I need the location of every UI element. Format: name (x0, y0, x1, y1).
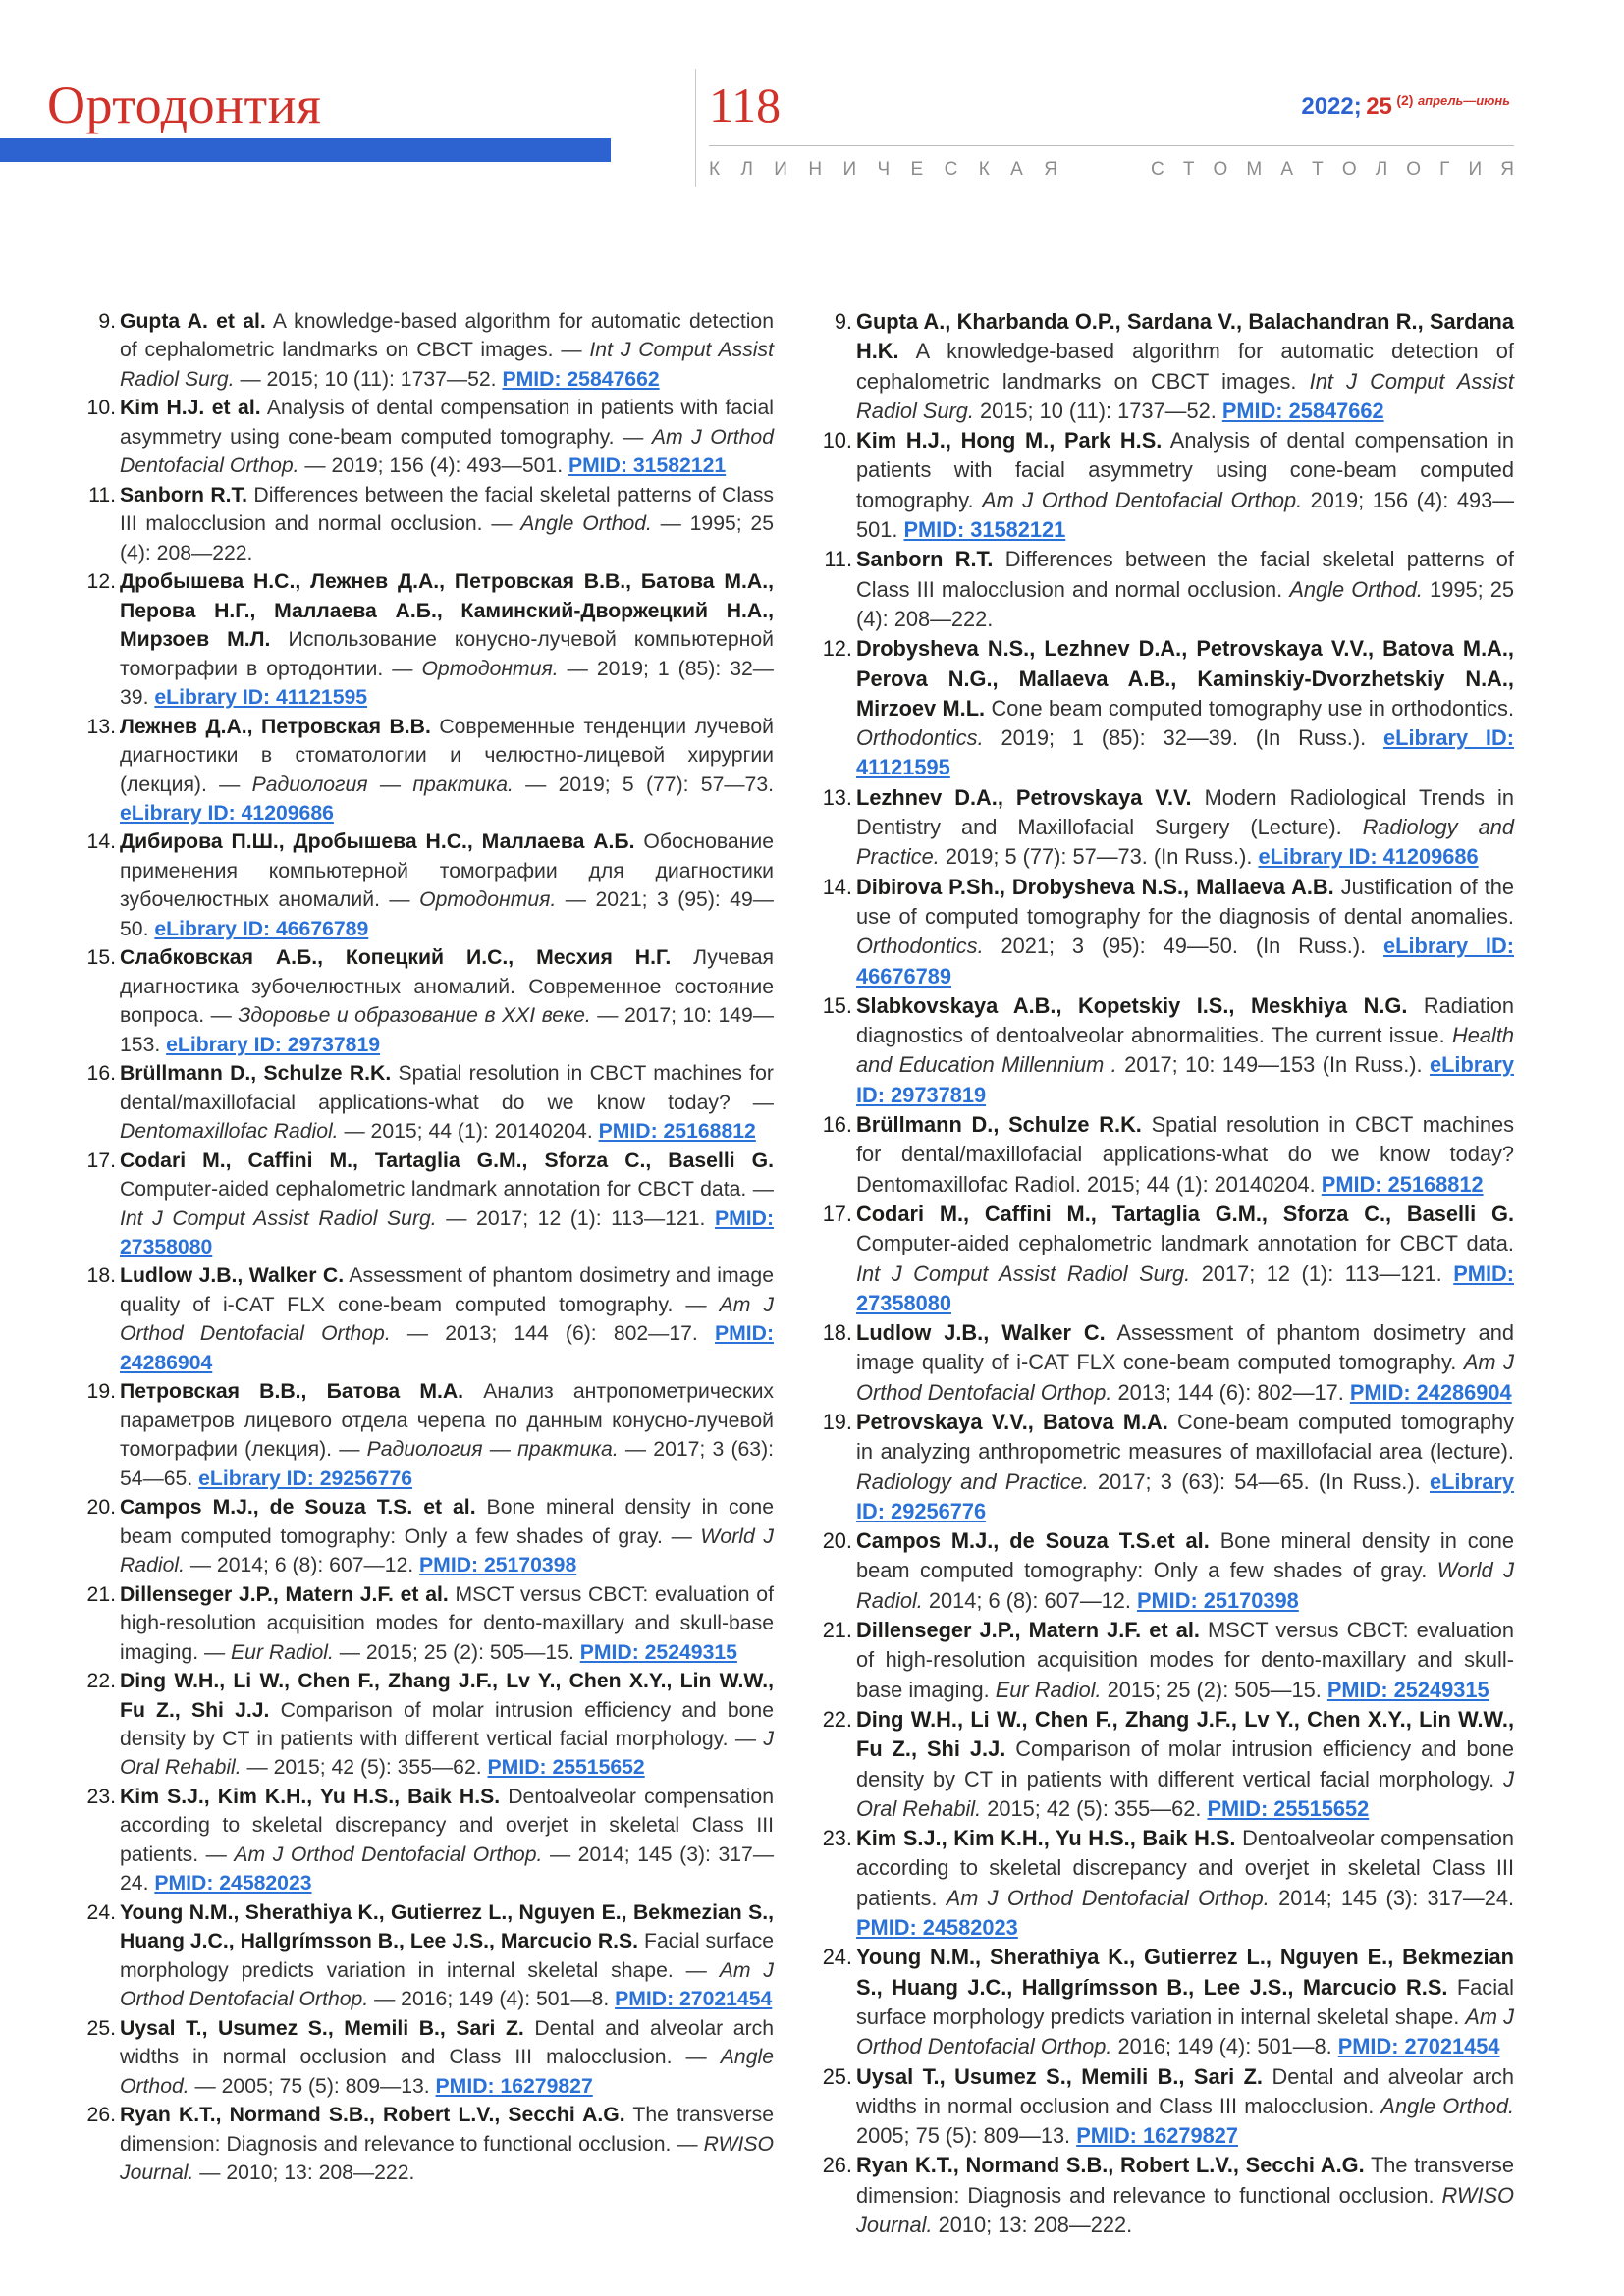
reference-source: Health and Education Millennium . (856, 1023, 1514, 1078)
reference-item (79, 1261, 774, 1377)
reference-number: 11. (88, 483, 116, 507)
reference-title: The transverse dimension: Diagnosis and relevance to functional occlusion. (856, 2153, 1514, 2208)
reference-details: — 2019; 5 (77): 57—73. (513, 773, 775, 796)
reference-authors: Campos M.J., de Souza T.S.et al. (856, 1528, 1210, 1554)
reference-title: Cone beam computed tomography use in orthodontics. (985, 695, 1515, 721)
reference-title: A knowledge-based algorithm for automatic detection of cephalometric landmarks on CBCT images. (856, 339, 1514, 394)
reference-source: Am J Orthod Dentofacial Orthop. (120, 1293, 774, 1346)
issue-month: апрель—июнь (1417, 93, 1510, 108)
reference-link[interactable]: PMID: 16279827 (1076, 2123, 1238, 2149)
subtitle-letter: О (1406, 159, 1422, 180)
reference-item (79, 394, 774, 480)
page-header (0, 0, 1624, 196)
reference-details: 2014; 145 (3): 317—24. (1269, 1885, 1514, 1910)
reference-source: Am J Orthod Dentofacial Orthop. (856, 2003, 1514, 2059)
reference-number: 13. (86, 715, 116, 738)
reference-details: 2010; 13: 208—222. (932, 2213, 1133, 2237)
reference-authors: Слабковская А.Б., Копецкий И.С., Месхия Н.Г. (120, 946, 672, 970)
journal-title: Ортодонтия (47, 76, 322, 134)
subtitle-letter: Я (1500, 159, 1514, 180)
reference-title: Bone mineral density in cone beam computed tomography: Only a few shades of gray. (856, 1528, 1514, 1583)
reference-authors: Young N.M., Sherathiya K., Gutierrez L., Nguyen E., Bekmezian S., Huang J.C., Hallgrímsson B., Lee J.S., Marcucio R.S. (856, 1945, 1514, 2000)
subtitle-letter: Я (1044, 159, 1057, 180)
reference-title: Анализ антропометрических параметров лицевого отдела черепа по данным конусно-лучевой томографии (лекция). — (120, 1380, 774, 1462)
subtitle-word-clinical (709, 159, 1057, 181)
reference-item (815, 1526, 1514, 1616)
reference-item (79, 1059, 774, 1146)
reference-link[interactable]: PMID: 25168812 (598, 1120, 756, 1144)
reference-link[interactable]: PMID: 24582023 (856, 1915, 1018, 1941)
reference-item (79, 2014, 774, 2101)
reference-item (815, 2151, 1514, 2240)
subtitle-word-dentistry (1151, 159, 1514, 181)
reference-number: 21. (86, 1582, 116, 1606)
reference-authors: Gupta A. et al. (120, 310, 266, 333)
reference-authors: Codari M., Caffini M., Tartaglia G.M., Sforza C., Baselli G. (120, 1148, 774, 1172)
reference-details: 2019; 1 (85): 32—39. (In Russ.). (983, 725, 1384, 751)
subtitle-letter: И (1468, 159, 1483, 180)
reference-item (815, 1616, 1514, 1705)
reference-source: Ортодонтия. (421, 657, 559, 680)
reference-details: 2013; 144 (6): 802—17. (1111, 1379, 1350, 1405)
reference-details: — 2015; 44 (1): 20140204. (338, 1120, 599, 1144)
reference-item (79, 1147, 774, 1262)
reference-number: 14. (86, 830, 116, 854)
reference-link[interactable]: eLibrary ID: 41121595 (856, 725, 1514, 780)
reference-details: — 2015; 10 (11): 1737—52. (234, 367, 503, 391)
reference-details: 2017; 3 (63): 54—65. (In Russ.). (1088, 1468, 1430, 1494)
reference-item (815, 307, 1514, 426)
reference-link[interactable]: PMID: 27021454 (1337, 2034, 1500, 2059)
reference-details: — 1995; 25 (4): 208—222. (120, 512, 774, 564)
reference-number: 12. (822, 636, 852, 662)
reference-details: 2019; 5 (77): 57—73. (In Russ.). (939, 844, 1259, 870)
reference-title: Comparison of molar intrusion efficiency and bone density by CT in patients with different vertical facial morphology. (856, 1736, 1514, 1791)
subtitle-letter: К (709, 159, 721, 180)
reference-details: 2015; 10 (11): 1737—52. (973, 398, 1222, 423)
reference-link[interactable]: eLibrary ID: 29737819 (166, 1033, 381, 1056)
reference-link[interactable]: PMID: 24286904 (1349, 1379, 1512, 1405)
reference-source: Am J Orthod Dentofacial Orthop. (982, 487, 1303, 512)
reference-number: 16. (822, 1112, 852, 1138)
reference-link[interactable]: eLibrary ID: 41209686 (1258, 844, 1479, 870)
reference-link[interactable]: PMID: 27358080 (856, 1260, 1515, 1315)
reference-number: 17. (822, 1201, 852, 1226)
reference-item (79, 1667, 774, 1783)
reference-source: Am J Orthod Dentofacial Orthop. (234, 1842, 543, 1866)
reference-number: 19. (86, 1380, 116, 1404)
reference-title: Analysis of dental compensation in patients with facial asymmetry using cone-beam computed tomography. — (120, 397, 774, 449)
reference-title: Assessment of phantom dosimetry and image quality of i-CAT FLX cone-beam computed tomography. (856, 1320, 1514, 1375)
reference-link[interactable]: PMID: 24286904 (120, 1322, 774, 1374)
reference-source: Am J Orthod Dentofacial Orthop. (120, 1958, 774, 2011)
reference-item (79, 713, 774, 828)
reference-authors: Lezhnev D.A., Petrovskaya V.V. (856, 784, 1192, 810)
issue-volume: 25 (1366, 93, 1392, 120)
reference-authors: Dibirova P.Sh., Drobysheva N.S., Mallaeva A.B. (856, 874, 1334, 899)
reference-source: Angle Orthod. (120, 2046, 774, 2098)
reference-title: The transverse dimension: Diagnosis and relevance to functional occlusion. — (120, 2104, 774, 2156)
reference-number: 26. (822, 2153, 852, 2178)
subtitle-letter: Е (910, 159, 924, 180)
reference-item (815, 426, 1514, 545)
reference-number: 20. (822, 1528, 852, 1554)
reference-item (815, 1110, 1514, 1200)
reference-title: Differences between the facial skeletal patterns of Class III malocclusion and normal occlusion. — (120, 483, 775, 536)
reference-item (79, 2101, 774, 2187)
reference-number: 14. (822, 874, 852, 899)
reference-authors: Петровская В.В., Батова М.А. (120, 1380, 464, 1404)
reference-authors: Campos M.J., de Souza T.S. et al. (120, 1496, 476, 1520)
reference-title: Dental and alveolar arch widths in normal occlusion and Class III malocclusion. (856, 2063, 1514, 2118)
reference-details: 2014; 6 (8): 607—12. (922, 1587, 1137, 1613)
reference-authors: Ding W.H., Li W., Chen F., Zhang J.F., Lv Y., Chen X.Y., Lin W.W., Fu Z., Shi J.J. (856, 1706, 1514, 1762)
reference-title: Dentoalveolar compensation according to skeletal discrepancy and overjet in skeletal Class III patients. (856, 1826, 1514, 1910)
reference-details: — 2017; 3 (63): 54—65. (120, 1438, 775, 1490)
reference-link[interactable]: PMID: 16279827 (435, 2074, 593, 2098)
reference-number: 19. (822, 1409, 852, 1434)
reference-number: 20. (86, 1496, 116, 1520)
reference-source: Радиология — практика. (366, 1438, 619, 1462)
subtitle-letter: К (978, 159, 990, 180)
reference-authors: Ludlow J.B., Walker C. (120, 1264, 345, 1288)
reference-details: — 2013; 144 (6): 802—17. (390, 1322, 715, 1346)
reference-item (815, 1824, 1514, 1943)
reference-number: 16. (86, 1062, 116, 1086)
reference-title: Bone mineral density in cone beam computed tomography: Only a few shades of gray. — (120, 1496, 774, 1548)
reference-details: — 2019; 1 (85): 32—39. (120, 657, 774, 710)
reference-link[interactable]: PMID: 31582121 (903, 517, 1066, 543)
reference-title: Facial surface morphology predicts variation in internal skeletal shape. — (120, 1930, 774, 1982)
reference-item (815, 1318, 1514, 1408)
journal-subtitle (709, 159, 1514, 181)
subtitle-letter: Т (1182, 159, 1195, 180)
reference-source: Радиология — практика. (251, 773, 514, 796)
reference-number: 18. (86, 1264, 116, 1288)
reference-authors: Slabkovskaya A.B., Kopetskiy I.S., Meskhiya N.G. (856, 992, 1408, 1018)
subtitle-letter: О (1341, 159, 1357, 180)
reference-source: Am J Orthod Dentofacial Orthop. (856, 1350, 1514, 1405)
subtitle-letter: И (842, 159, 857, 180)
reference-source: Int J Comput Assist Radiol Surg. (120, 1206, 437, 1230)
reference-source: RWISO Journal. (120, 2132, 774, 2184)
issue-info (1301, 92, 1510, 121)
reference-authors: Лежнев Д.А., Петровская В.В. (120, 715, 431, 738)
reference-link[interactable]: PMID: 25249315 (1326, 1677, 1489, 1702)
reference-item (815, 2062, 1514, 2152)
reference-title: Differences between the facial skeletal patterns of Class III malocclusion and normal occlusion. (856, 547, 1514, 602)
reference-item (815, 1408, 1514, 1526)
reference-details: 2019; 156 (4): 493—501. (856, 487, 1514, 543)
reference-authors: Дробышева Н.С., Лежнев Д.А., Петровская В.В., Батова М.А., Перова Н.Г., Маллаева А.Б., Каминский-Дворжецкий Н.А., Мирзоев М.Л. (120, 570, 774, 652)
reference-number: 17. (86, 1148, 116, 1172)
reference-title: Современные тенденции лучевой диагностики в стоматологии и челюстно-лицевой хирургии (лекция). — (120, 715, 774, 796)
reference-number: 23. (822, 1826, 852, 1851)
reference-authors: Codari M., Caffini M., Tartaglia G.M., Sforza C., Baselli G. (856, 1201, 1514, 1226)
reference-source: Int J Comput Assist Radiol Surg. (120, 339, 774, 391)
reference-item (79, 943, 774, 1059)
reference-number: 24. (822, 1945, 852, 1970)
reference-item (79, 1493, 774, 1579)
reference-number: 10. (86, 397, 116, 420)
reference-details: 2021; 3 (95): 49—50. (In Russ.). (983, 934, 1384, 959)
reference-number: 21. (822, 1618, 852, 1643)
reference-number: 15. (86, 946, 116, 970)
reference-authors: Kim S.J., Kim K.H., Yu H.S., Baik H.S. (120, 1785, 501, 1808)
reference-link[interactable]: eLibrary ID: 41121595 (154, 686, 368, 710)
reference-source: Am J Orthod Dentofacial Orthop. (946, 1885, 1270, 1910)
reference-number: 18. (822, 1320, 852, 1346)
reference-source: Radiology and Practice. (856, 815, 1514, 870)
reference-item (815, 991, 1514, 1110)
reference-source: J Oral Rehabil. (120, 1727, 774, 1780)
reference-title: Comparison of molar intrusion efficiency and bone density by CT in patients with different vertical facial morphology. — (120, 1698, 774, 1750)
reference-authors: Kim H.J. et al. (120, 397, 261, 420)
reference-item (815, 545, 1514, 634)
reference-link[interactable]: eLibrary ID: 46676789 (154, 917, 369, 940)
reference-authors: Young N.M., Sherathiya K., Gutierrez L., Nguyen E., Bekmezian S., Huang J.C., Hallgrímsson B., Lee J.S., Marcucio R.S. (120, 1900, 774, 1953)
reference-number: 24. (86, 1900, 116, 1924)
reference-source: Angle Orthod. (1289, 576, 1423, 602)
subtitle-letter: Т (1312, 159, 1324, 180)
reference-number: 22. (822, 1706, 852, 1732)
reference-authors: Drobysheva N.S., Lezhnev D.A., Petrovskaya V.V., Batova M.A., Perova N.G., Mallaeva A.B., Kaminskiy-Dvorzhetskiy N.A., Mirzoev M.L. (856, 636, 1514, 721)
references-column-english (815, 307, 1514, 2240)
reference-source: Angle Orthod. (1380, 2093, 1514, 2118)
reference-item (79, 1580, 774, 1667)
reference-title: Radiation diagnostics of dentoalveolar abnormalities. The current issue. (856, 992, 1514, 1048)
reference-number: 23. (86, 1785, 116, 1808)
reference-source: Int J Comput Assist Radiol Surg. (856, 368, 1514, 423)
reference-authors: Ludlow J.B., Walker C. (856, 1320, 1106, 1346)
reference-number: 11. (824, 547, 852, 572)
reference-number: 22. (86, 1670, 116, 1693)
reference-title: MSCT versus CBCT: evaluation of high-resolution acquisition modes for dento-maxillary and skull-base imaging. — (120, 1582, 774, 1664)
reference-item (79, 481, 774, 567)
reference-item (815, 783, 1514, 873)
header-divider-horizontal (709, 145, 1514, 146)
reference-details: 2016; 149 (4): 501—8. (1111, 2034, 1338, 2059)
reference-link[interactable]: PMID: 25249315 (579, 1640, 737, 1664)
reference-authors: Petrovskaya V.V., Batova M.A. (856, 1409, 1168, 1434)
reference-item (815, 1943, 1514, 2061)
reference-link[interactable]: PMID: 25515652 (1207, 1795, 1370, 1821)
reference-item (815, 634, 1514, 782)
reference-item (815, 1200, 1514, 1318)
subtitle-letter: Н (808, 159, 823, 180)
reference-authors: Sanborn R.T. (120, 483, 247, 507)
reference-item (815, 873, 1514, 991)
reference-source: Orthodontics. (856, 934, 984, 959)
reference-source: Ортодонтия. (419, 888, 557, 912)
reference-item (79, 1377, 774, 1493)
reference-link[interactable]: eLibrary ID: 46676789 (856, 934, 1514, 988)
reference-details: — 2010; 13: 208—222. (193, 2162, 415, 2184)
reference-authors: Kim H.J., Hong M., Park H.S. (856, 428, 1163, 454)
reference-title: A knowledge-based algorithm for automatic detection of cephalometric landmarks on CBCT images. — (120, 310, 774, 362)
reference-number: 9. (98, 310, 116, 333)
issue-number: (2) (1396, 92, 1414, 108)
reference-title: Assessment of phantom dosimetry and image quality of i-CAT FLX cone-beam computed tomography. — (120, 1264, 774, 1316)
reference-authors: Gupta A., Kharbanda O.P., Sardana V., Balachandran R., Sardana H.K. (856, 309, 1514, 364)
reference-source: Orthodontics. (856, 725, 984, 751)
reference-details: 1995; 25 (4): 208—222. (856, 576, 1515, 631)
reference-link[interactable]: eLibrary ID: 29256776 (856, 1468, 1514, 1523)
reference-details: — 2017; 10: 149—153. (120, 1004, 775, 1056)
reference-details: — 2015; 25 (2): 505—15. (333, 1640, 580, 1664)
reference-link[interactable]: eLibrary ID: 41209686 (120, 801, 334, 825)
reference-authors: Ryan K.T., Normand S.B., Robert L.V., Secchi A.G. (856, 2153, 1365, 2178)
reference-title: Spatial resolution in CBCT machines for dental/maxillofacial applications-what do we know today? Dentomaxillofac Radiol. 2015; 44 (1): 20140204. (856, 1112, 1514, 1197)
reference-link[interactable]: PMID: 27358080 (120, 1206, 775, 1258)
reference-link[interactable]: PMID: 31582121 (568, 454, 727, 478)
reference-source: Angle Orthod. (520, 512, 652, 536)
reference-authors: Sanborn R.T. (856, 547, 994, 572)
reference-details: — 2014; 6 (8): 607—12. (184, 1554, 420, 1577)
reference-details: — 2015; 42 (5): 355—62. (241, 1756, 488, 1780)
reference-title: Cone-beam computed tomography in analyzing anthropometric measures of maxillofacial area (lecture). (856, 1409, 1514, 1465)
page-number: 118 (709, 78, 782, 133)
reference-item (79, 567, 774, 712)
reference-details: — 2005; 75 (5): 809—13. (189, 2074, 436, 2098)
reference-source: Dentomaxillofac Radiol. (120, 1120, 339, 1144)
subtitle-letter: С (1151, 159, 1164, 180)
reference-number: 9. (834, 309, 852, 334)
reference-details: — 2021; 3 (95): 49—50. (120, 888, 774, 940)
reference-title: Computer-aided cephalometric landmark annotation for CBCT data. — (120, 1178, 774, 1201)
subtitle-letter: Л (740, 159, 753, 180)
subtitle-letter: М (1246, 159, 1263, 180)
reference-link[interactable]: eLibrary ID: 29737819 (856, 1052, 1514, 1107)
subtitle-letter: Л (1375, 159, 1388, 180)
reference-details: — 2016; 149 (4): 501—8. (368, 1988, 616, 2011)
reference-authors: Dillenseger J.P., Matern J.F. et al. (120, 1582, 449, 1606)
reference-number: 25. (822, 2063, 852, 2089)
reference-title: Modern Radiological Trends in Dentistry and Maxillofacial Surgery (Lecture). (856, 784, 1514, 840)
reference-link[interactable]: PMID: 25847662 (1221, 398, 1384, 423)
reference-number: 26. (86, 2104, 116, 2127)
reference-source: J Oral Rehabil. (856, 1766, 1514, 1821)
reference-number: 10. (822, 428, 852, 454)
reference-details: — 2014; 145 (3): 317—24. (120, 1842, 775, 1896)
reference-title: Dental and alveolar arch widths in normal occlusion and Class III malocclusion. — (120, 2016, 775, 2069)
reference-authors: Ding W.H., Li W., Chen F., Zhang J.F., Lv Y., Chen X.Y., Lin W.W., Fu Z., Shi J.J. (120, 1670, 774, 1722)
reference-source: Am J Orthod Dentofacial Orthop. (120, 425, 775, 478)
reference-details: 2005; 75 (5): 809—13. (856, 2123, 1077, 2149)
reference-title: Dentoalveolar compensation according to skeletal discrepancy and overjet in skeletal Class III patients. — (120, 1785, 774, 1866)
reference-link[interactable]: PMID: 27021454 (615, 1988, 773, 2011)
subtitle-letter: И (774, 159, 787, 180)
reference-authors: Ryan K.T., Normand S.B., Robert L.V., Secchi A.G. (120, 2104, 625, 2127)
reference-source: World J Radiol. (120, 1524, 774, 1577)
reference-authors: Uysal T., Usumez S., Memili B., Sari Z. (856, 2063, 1263, 2089)
issue-year: 2022; (1301, 93, 1362, 120)
reference-source: World J Radiol. (856, 1558, 1514, 1613)
reference-title: Spatial resolution in CBCT machines for dental/maxillofacial applications-what do we know today? — (120, 1062, 774, 1114)
reference-source: Eur Radiol. (231, 1640, 334, 1664)
reference-details: 2017; 12 (1): 113—121. (1190, 1260, 1454, 1286)
reference-authors: Дибирова П.Ш., Дробышева Н.С., Маллаева А.Б. (120, 830, 635, 854)
reference-item (79, 828, 774, 943)
reference-source: Radiology and Practice. (856, 1468, 1089, 1494)
reference-authors: Dillenseger J.P., Matern J.F. et al. (856, 1618, 1200, 1643)
reference-title: Лучевая диагностика зубочелюстных аномалий. Современное состояние вопроса. — (120, 946, 774, 1028)
reference-authors: Brüllmann D., Schulze R.K. (120, 1062, 392, 1086)
references-column-russian (79, 307, 774, 2187)
reference-source: Здоровье и образование в XXI веке. (238, 1004, 591, 1028)
reference-number: 15. (822, 992, 852, 1018)
reference-number: 12. (86, 570, 116, 594)
reference-details: — 2017; 12 (1): 113—121. (436, 1206, 715, 1230)
reference-item (79, 1783, 774, 1898)
reference-title: Analysis of dental compensation in patients with facial asymmetry using cone-beam computed tomography. (856, 428, 1514, 512)
subtitle-letter: А (1010, 159, 1023, 180)
header-divider-vertical (695, 69, 696, 187)
subtitle-letter: Г (1439, 159, 1450, 180)
reference-link[interactable]: PMID: 25170398 (1136, 1587, 1299, 1613)
reference-details: — 2019; 156 (4): 493—501. (298, 454, 568, 478)
reference-details: 2017; 10: 149—153 (In Russ.). (1116, 1052, 1430, 1078)
reference-link[interactable]: PMID: 24582023 (154, 1872, 312, 1896)
reference-authors: Brüllmann D., Schulze R.K. (856, 1112, 1142, 1138)
reference-link[interactable]: PMID: 25168812 (1321, 1171, 1484, 1197)
reference-authors: Uysal T., Usumez S., Memili B., Sari Z. (120, 2016, 524, 2040)
reference-link[interactable]: eLibrary ID: 29256776 (198, 1467, 413, 1490)
reference-item (79, 1898, 774, 2014)
accent-bar (0, 138, 611, 162)
reference-title: Использование конусно-лучевой компьютерной томографии в ортодонтии. — (120, 628, 774, 680)
reference-source: Int J Comput Assist Radiol Surg. (856, 1260, 1191, 1286)
reference-title: Computer-aided cephalometric landmark annotation for CBCT data. (856, 1231, 1514, 1256)
reference-details: 2015; 42 (5): 355—62. (981, 1795, 1208, 1821)
reference-title: MSCT versus CBCT: evaluation of high-resolution acquisition modes for dento-maxillary and skull-base imaging. (856, 1618, 1514, 1702)
reference-link[interactable]: PMID: 25170398 (419, 1554, 577, 1577)
reference-details: 2015; 25 (2): 505—15. (1101, 1677, 1327, 1702)
reference-authors: Kim S.J., Kim K.H., Yu H.S., Baik H.S. (856, 1826, 1236, 1851)
reference-number: 25. (86, 2016, 116, 2040)
reference-item (815, 1705, 1514, 1824)
subtitle-letter: О (1213, 159, 1228, 180)
reference-number: 13. (822, 784, 852, 810)
reference-title: Обоснование применения компьютерной томографии для диагностики зубочелюстных аномалий. — (120, 830, 774, 912)
subtitle-letter: С (944, 159, 958, 180)
reference-link[interactable]: PMID: 25847662 (502, 367, 660, 391)
reference-item (79, 307, 774, 394)
reference-source: Eur Radiol. (995, 1677, 1102, 1702)
subtitle-letter: Ч (877, 159, 891, 180)
reference-title: Justification of the use of computed tomography for the diagnosis of dental anomalies. (856, 874, 1514, 929)
subtitle-letter: А (1280, 159, 1294, 180)
reference-title: Facial surface morphology predicts variation in internal skeletal shape. (856, 1974, 1515, 2029)
reference-link[interactable]: PMID: 25515652 (487, 1756, 645, 1780)
reference-source: RWISO Journal. (856, 2182, 1514, 2237)
